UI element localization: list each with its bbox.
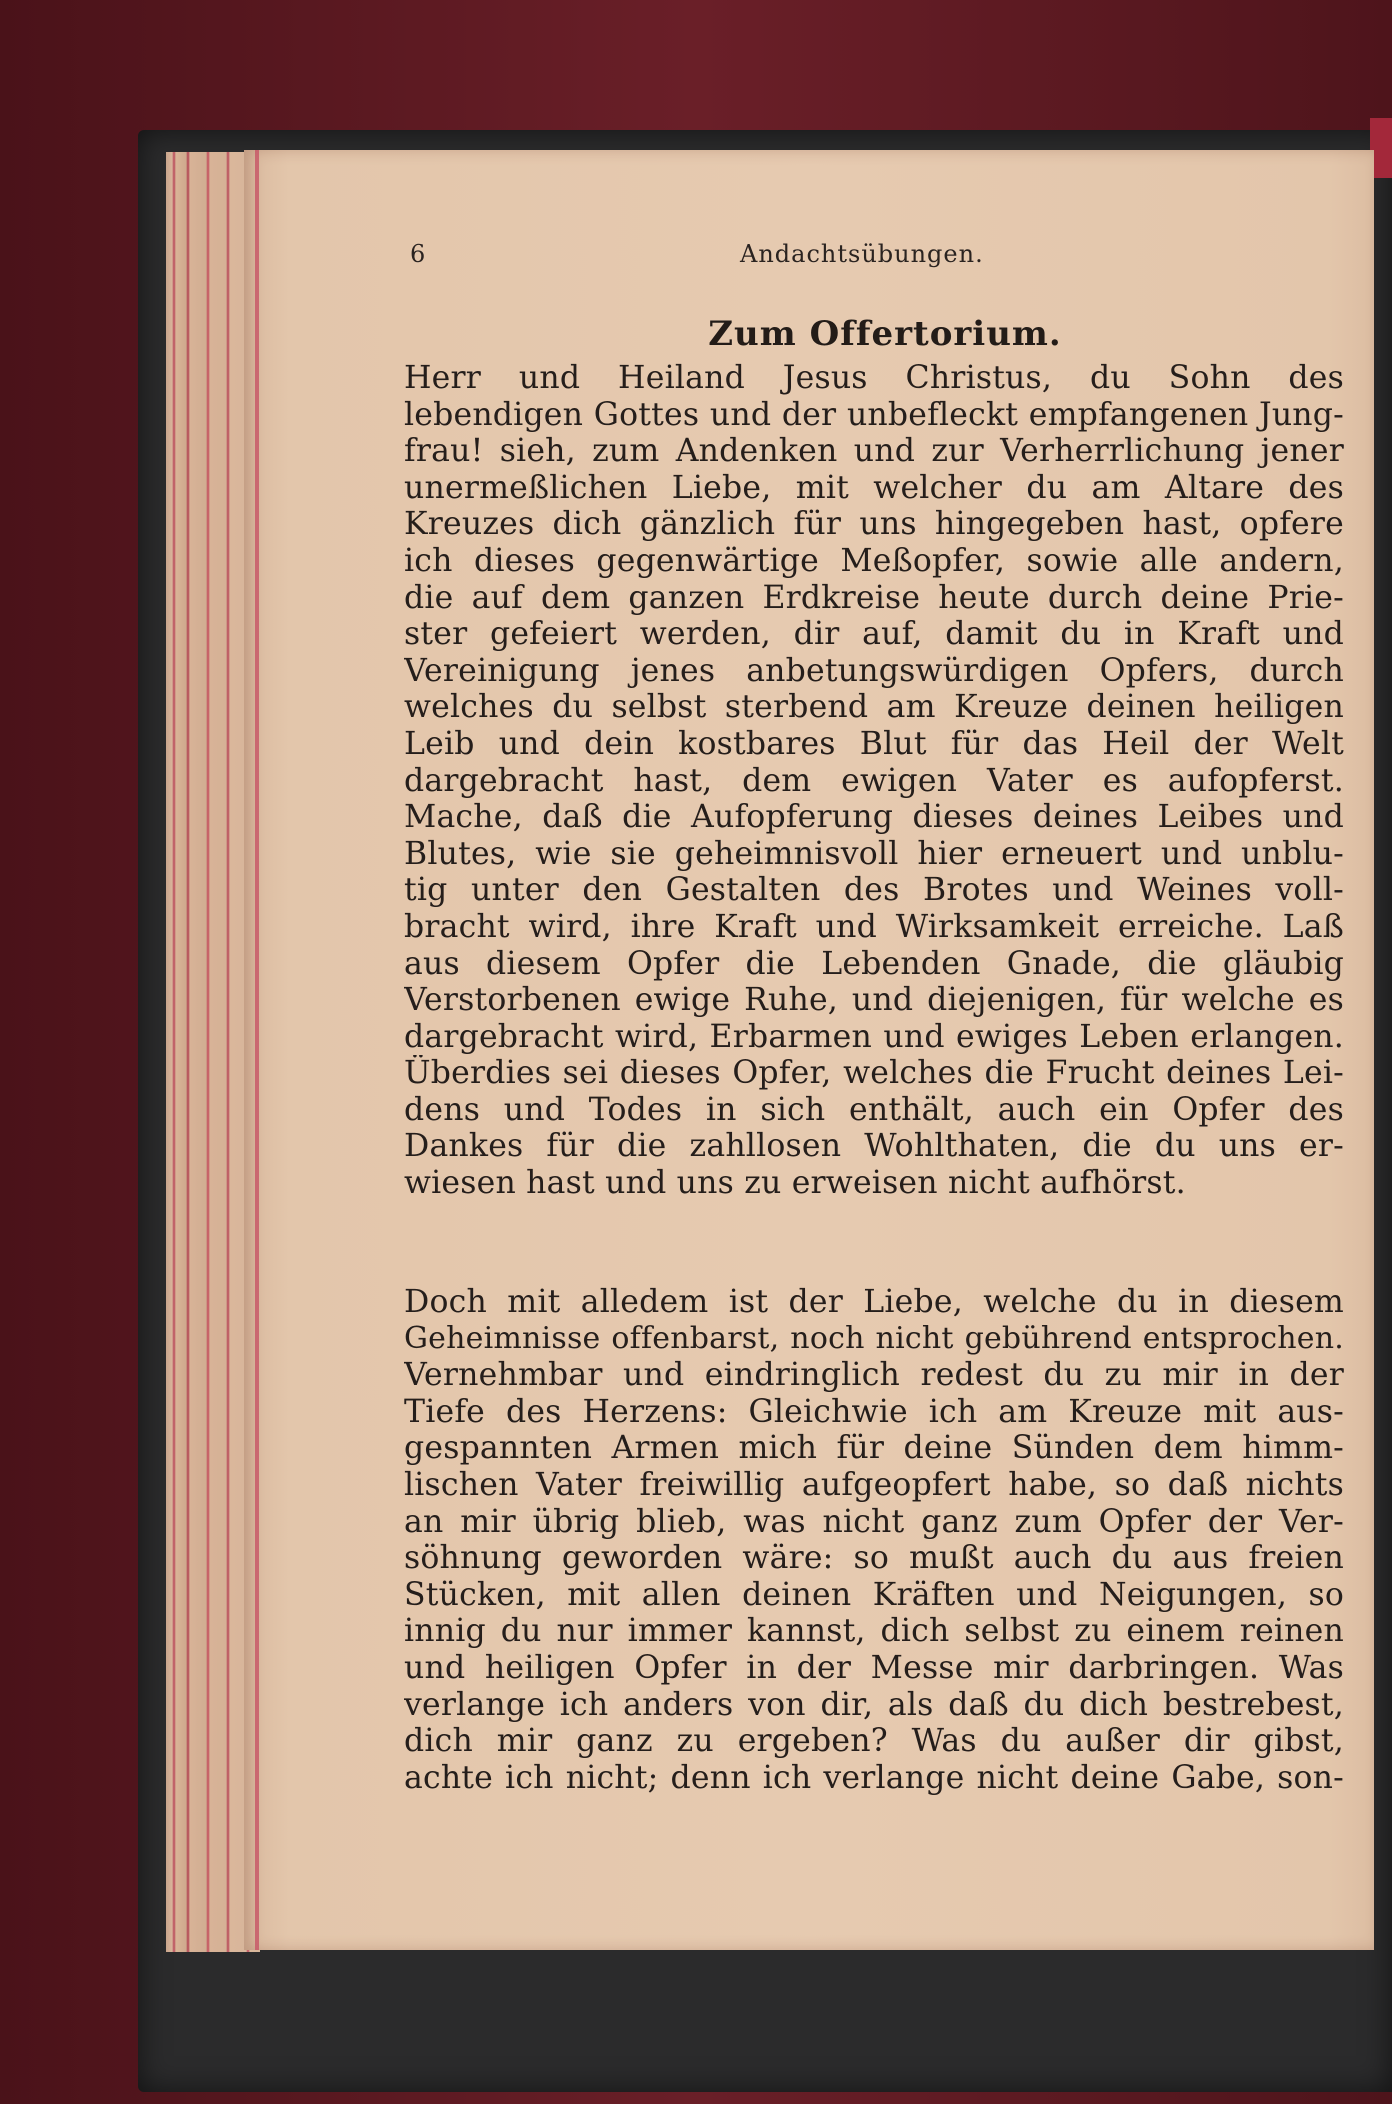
text-line: lebendigen Gottes und der unbefleckt empfangenen Jung-	[404, 396, 1344, 433]
text-line: welches du selbst sterbend am Kreuze deinen heiligen	[404, 689, 1344, 726]
text-line: verlange ich anders von dir, als daß du dich bestrebest,	[404, 1686, 1344, 1723]
text-line: unermeßlichen Liebe, mit welcher du am Altare des	[404, 469, 1344, 506]
text-line: Stücken, mit allen deinen Kräften und Neigungen, so	[404, 1576, 1344, 1613]
text-line: dich mir ganz zu ergeben? Was du außer dir gibst,	[404, 1723, 1344, 1760]
text-line: und heiligen Opfer in der Messe mir darbringen. Was	[404, 1649, 1344, 1686]
text-line: dens und Todes in sich enthält, auch ein Opfer des	[404, 1091, 1344, 1128]
paragraph-2	[404, 1284, 1344, 1796]
text-line: Kreuzes dich gänzlich für uns hingegeben hast, opfere	[404, 506, 1344, 543]
text-line: aus diesem Opfer die Lebenden Gnade, die gläubig	[404, 945, 1344, 982]
text-line: Überdies sei dieses Opfer, welches die Frucht deines Lei-	[404, 1055, 1344, 1092]
text-line: Vernehmbar und eindringlich redest du zu mir in der	[404, 1357, 1344, 1394]
text-line: lischen Vater freiwillig aufgeopfert habe, so daß nichts	[404, 1466, 1344, 1503]
text-line: ster gefeiert werden, dir auf, damit du in Kraft und	[404, 616, 1344, 653]
page-red-edge	[255, 150, 259, 1950]
text-line: gespannten Armen mich für deine Sünden dem himm-	[404, 1430, 1344, 1467]
text-line: frau! sieh, zum Andenken und zur Verherrlichung jener	[404, 433, 1344, 470]
text-line: Blutes, wie sie geheimnisvoll hier erneuert und unblu-	[404, 835, 1344, 872]
text-line: Geheimnisse offenbarst, noch nicht gebührend entsprochen.	[404, 1320, 1344, 1356]
text-line: achte ich nicht; denn ich verlange nicht deine Gabe, son-	[404, 1759, 1344, 1796]
text-line: an mir übrig blieb, was nicht ganz zum Opfer der Ver-	[404, 1503, 1344, 1540]
text-line: Dankes für die zahllosen Wohlthaten, die du uns er-	[404, 1128, 1344, 1165]
text-line: dargebracht hast, dem ewigen Vater es aufopferst.	[404, 762, 1344, 799]
text-line: söhnung geworden wäre: so mußt auch du aus freien	[404, 1540, 1344, 1577]
page-number: 6	[410, 240, 426, 268]
text-line: Doch mit alledem ist der Liebe, welche du in diesem	[404, 1284, 1344, 1320]
text-line: wiesen hast und uns zu erweisen nicht aufhörst.	[404, 1165, 1186, 1202]
text-line: innig du nur immer kannst, dich selbst zu einem reinen	[404, 1613, 1344, 1650]
text-line: Leib und dein kostbares Blut für das Heil der Welt	[404, 725, 1344, 762]
running-head: Andachtsübungen.	[740, 240, 984, 268]
text-line: Verstorbenen ewige Ruhe, und diejenigen, für welche es	[404, 982, 1344, 1019]
text-line: ich dieses gegenwärtige Meßopfer, sowie alle andern,	[404, 542, 1344, 579]
section-title: Zum Offertorium.	[708, 314, 1062, 354]
text-line: Tiefe des Herzens: Gleichwie ich am Kreuze mit aus-	[404, 1393, 1344, 1430]
text-line: die auf dem ganzen Erdkreise heute durch deine Prie-	[404, 579, 1344, 616]
text-line: Mache, daß die Aufopferung dieses deines Leibes und	[404, 799, 1344, 836]
text-line: dargebracht wird, Erbarmen und ewiges Leben erlangen.	[404, 1018, 1344, 1055]
page-header	[410, 240, 1370, 280]
text-line: Herr und Heiland Jesus Christus, du Sohn des	[404, 360, 1344, 396]
text-line: bracht wird, ihre Kraft und Wirksamkeit erreiche. Laß	[404, 908, 1344, 945]
text-line: tig unter den Gestalten des Brotes und Weines voll-	[404, 872, 1344, 909]
text-line: Vereinigung jenes anbetungswürdigen Opfers, durch	[404, 652, 1344, 689]
paragraph-1	[404, 360, 1344, 1202]
